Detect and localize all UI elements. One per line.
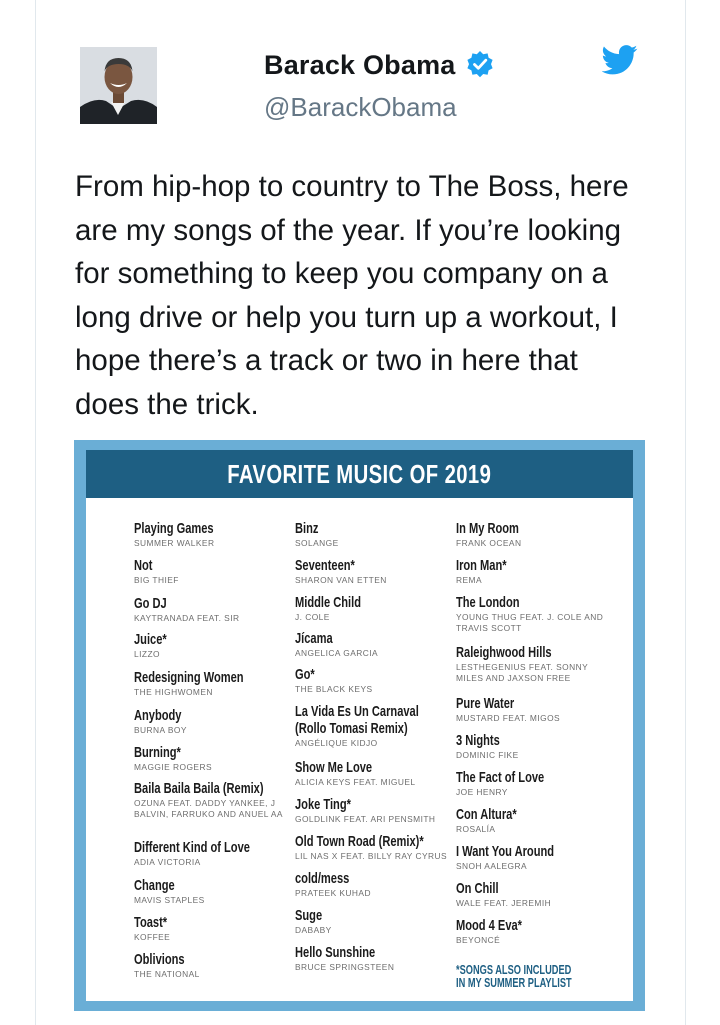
- playlist-footnote: [456, 964, 626, 990]
- song-entry: [456, 644, 631, 684]
- song-artist: GOLDLINK FEAT. ARI PENSMITH: [295, 814, 436, 824]
- song-entry: [134, 951, 309, 980]
- song-artist: LESTHEGENIUS FEAT. SONNY MILES AND JAXSON FREE: [456, 662, 588, 683]
- song-artist: YOUNG THUG FEAT. J. COLE AND TRAVIS SCOTT: [456, 612, 604, 633]
- song-title: La Vida Es Un Carnaval: [295, 703, 419, 720]
- song-title: Old Town Road (Remix)*: [295, 833, 424, 850]
- song-entry: [456, 695, 631, 724]
- song-artist: WALE FEAT. JEREMIH: [456, 898, 552, 908]
- song-entry: [134, 707, 309, 736]
- song-entry: [456, 880, 631, 909]
- song-artist: ADIA VICTORIA: [134, 857, 201, 867]
- song-entry: [295, 557, 470, 586]
- song-title: Change: [134, 877, 175, 894]
- song-artist: DOMINIC FIKE: [456, 750, 519, 760]
- verified-badge-icon: [465, 50, 495, 80]
- song-entry: [295, 870, 470, 899]
- song-title: Oblivions: [134, 951, 185, 968]
- song-title: Middle Child: [295, 594, 361, 611]
- infographic-title: FAVORITE MUSIC OF 2019: [227, 458, 492, 489]
- song-artist: KAYTRANADA FEAT. SIR: [134, 613, 240, 623]
- song-title: Redesigning Women: [134, 669, 244, 686]
- song-artist: ANGÉLIQUE KIDJO: [295, 738, 378, 748]
- song-entry: [134, 780, 309, 820]
- song-artist: FRANK OCEAN: [456, 538, 522, 548]
- song-entry: [456, 732, 631, 761]
- song-artist: MUSTARD FEAT. MIGOS: [456, 713, 561, 723]
- twitter-bird-icon[interactable]: [602, 45, 638, 75]
- song-entry: [456, 769, 631, 798]
- song-title: Binz: [295, 520, 319, 537]
- song-entry: [295, 666, 470, 695]
- song-artist: LIZZO: [134, 649, 160, 659]
- song-artist: SUMMER WALKER: [134, 538, 215, 548]
- infographic-banner: [86, 450, 633, 498]
- song-artist: MAVIS STAPLES: [134, 895, 205, 905]
- song-title: In My Room: [456, 520, 519, 537]
- song-title: Different Kind of Love: [134, 839, 250, 856]
- song-entry: [134, 839, 309, 868]
- song-title: Raleighwood Hills: [456, 644, 552, 661]
- song-artist: DABABY: [295, 925, 332, 935]
- song-artist: LIL NAS X FEAT. BILLY RAY CYRUS: [295, 851, 448, 861]
- song-title: Go DJ: [134, 595, 167, 612]
- tweet-text: From hip-hop to country to The Boss, here are my songs of the year. If you’re looking for something to keep you company on a long drive or help you turn up a workout, I hope there’s a track or two in here that does the trick.: [75, 170, 629, 421]
- song-artist: KOFFEE: [134, 932, 171, 942]
- song-entry: [456, 594, 631, 634]
- song-artist: THE NATIONAL: [134, 969, 200, 979]
- song-artist: ANGELICA GARCIA: [295, 648, 379, 658]
- song-title: Baila Baila Baila (Remix): [134, 780, 264, 797]
- song-title: Jícama: [295, 630, 333, 647]
- song-title-line2: (Rollo Tomasi Remix): [295, 720, 408, 737]
- song-entry: [295, 630, 470, 659]
- song-title: Seventeen*: [295, 557, 355, 574]
- song-artist: J. COLE: [295, 612, 330, 622]
- song-title: Mood 4 Eva*: [456, 917, 522, 934]
- song-title: The Fact of Love: [456, 769, 545, 786]
- song-title: 3 Nights: [456, 732, 500, 749]
- song-artist: BEYONCÉ: [456, 935, 501, 945]
- song-artist: SHARON VAN ETTEN: [295, 575, 387, 585]
- song-entry: [134, 520, 309, 549]
- song-artist: BIG THIEF: [134, 575, 179, 585]
- song-entry: [456, 917, 631, 946]
- song-artist: SOLANGE: [295, 538, 339, 548]
- song-entry: [456, 520, 631, 549]
- song-artist: MAGGIE ROGERS: [134, 762, 212, 772]
- song-entry: [295, 796, 470, 825]
- song-entry: [295, 833, 470, 862]
- infographic: [86, 450, 633, 1001]
- song-title: Show Me Love: [295, 759, 373, 776]
- song-artist: THE BLACK KEYS: [295, 684, 373, 694]
- song-title: The London: [456, 594, 520, 611]
- song-entry: [134, 914, 309, 943]
- song-artist: JOE HENRY: [456, 787, 508, 797]
- song-entry: [134, 631, 309, 660]
- song-title: Playing Games: [134, 520, 214, 537]
- author-row[interactable]: [264, 47, 495, 83]
- song-artist: ALICIA KEYS FEAT. MIGUEL: [295, 777, 416, 787]
- song-entry: [295, 520, 470, 549]
- song-title: Go*: [295, 666, 315, 683]
- song-entry: [134, 669, 309, 698]
- song-title: Suge: [295, 907, 323, 924]
- tweet-media-image[interactable]: [74, 440, 645, 1011]
- song-entry: [134, 557, 309, 586]
- song-entry: [295, 594, 470, 623]
- song-title: Juice*: [134, 631, 167, 648]
- song-artist: REMA: [456, 575, 482, 585]
- song-entry: [456, 806, 631, 835]
- song-entry: [456, 557, 631, 586]
- song-title: Burning*: [134, 744, 181, 761]
- song-artist: BURNA BOY: [134, 725, 187, 735]
- song-title: On Chill: [456, 880, 499, 897]
- song-title: Anybody: [134, 707, 182, 724]
- song-title: Not: [134, 557, 153, 574]
- footnote-line-2: IN MY SUMMER PLAYLIST: [456, 976, 572, 990]
- song-title: Con Altura*: [456, 806, 517, 823]
- song-artist: OZUNA FEAT. DADDY YANKEE, J BALVIN, FARRUKO AND ANUEL AA: [134, 798, 283, 819]
- song-title: I Want You Around: [456, 843, 555, 860]
- song-entry: [134, 877, 309, 906]
- song-title: cold/mess: [295, 870, 350, 887]
- song-artist: PRATEEK KUHAD: [295, 888, 371, 898]
- song-entry: [456, 843, 631, 872]
- song-artist: THE HIGHWOMEN: [134, 687, 213, 697]
- song-entry: [295, 944, 470, 973]
- profile-avatar[interactable]: [80, 47, 157, 124]
- song-title: Hello Sunshine: [295, 944, 376, 961]
- song-title: Iron Man*: [456, 557, 507, 574]
- author-handle[interactable]: @BarackObama: [264, 92, 457, 122]
- author-name[interactable]: Barack Obama: [264, 49, 456, 80]
- song-title: Pure Water: [456, 695, 515, 712]
- footnote-line-1: *SONGS ALSO INCLUDED: [456, 963, 572, 977]
- song-artist: SNOH AALEGRA: [456, 861, 528, 871]
- song-title: Toast*: [134, 914, 168, 931]
- song-artist: ROSALÍA: [456, 824, 496, 834]
- song-entry: [295, 703, 470, 749]
- avatar-photo-icon: [80, 47, 157, 124]
- song-entry: [134, 595, 309, 624]
- song-entry: [134, 744, 309, 773]
- song-entry: [295, 907, 470, 936]
- song-artist: BRUCE SPRINGSTEEN: [295, 962, 395, 972]
- song-entry: [295, 759, 470, 788]
- song-title: Joke Ting*: [295, 796, 351, 813]
